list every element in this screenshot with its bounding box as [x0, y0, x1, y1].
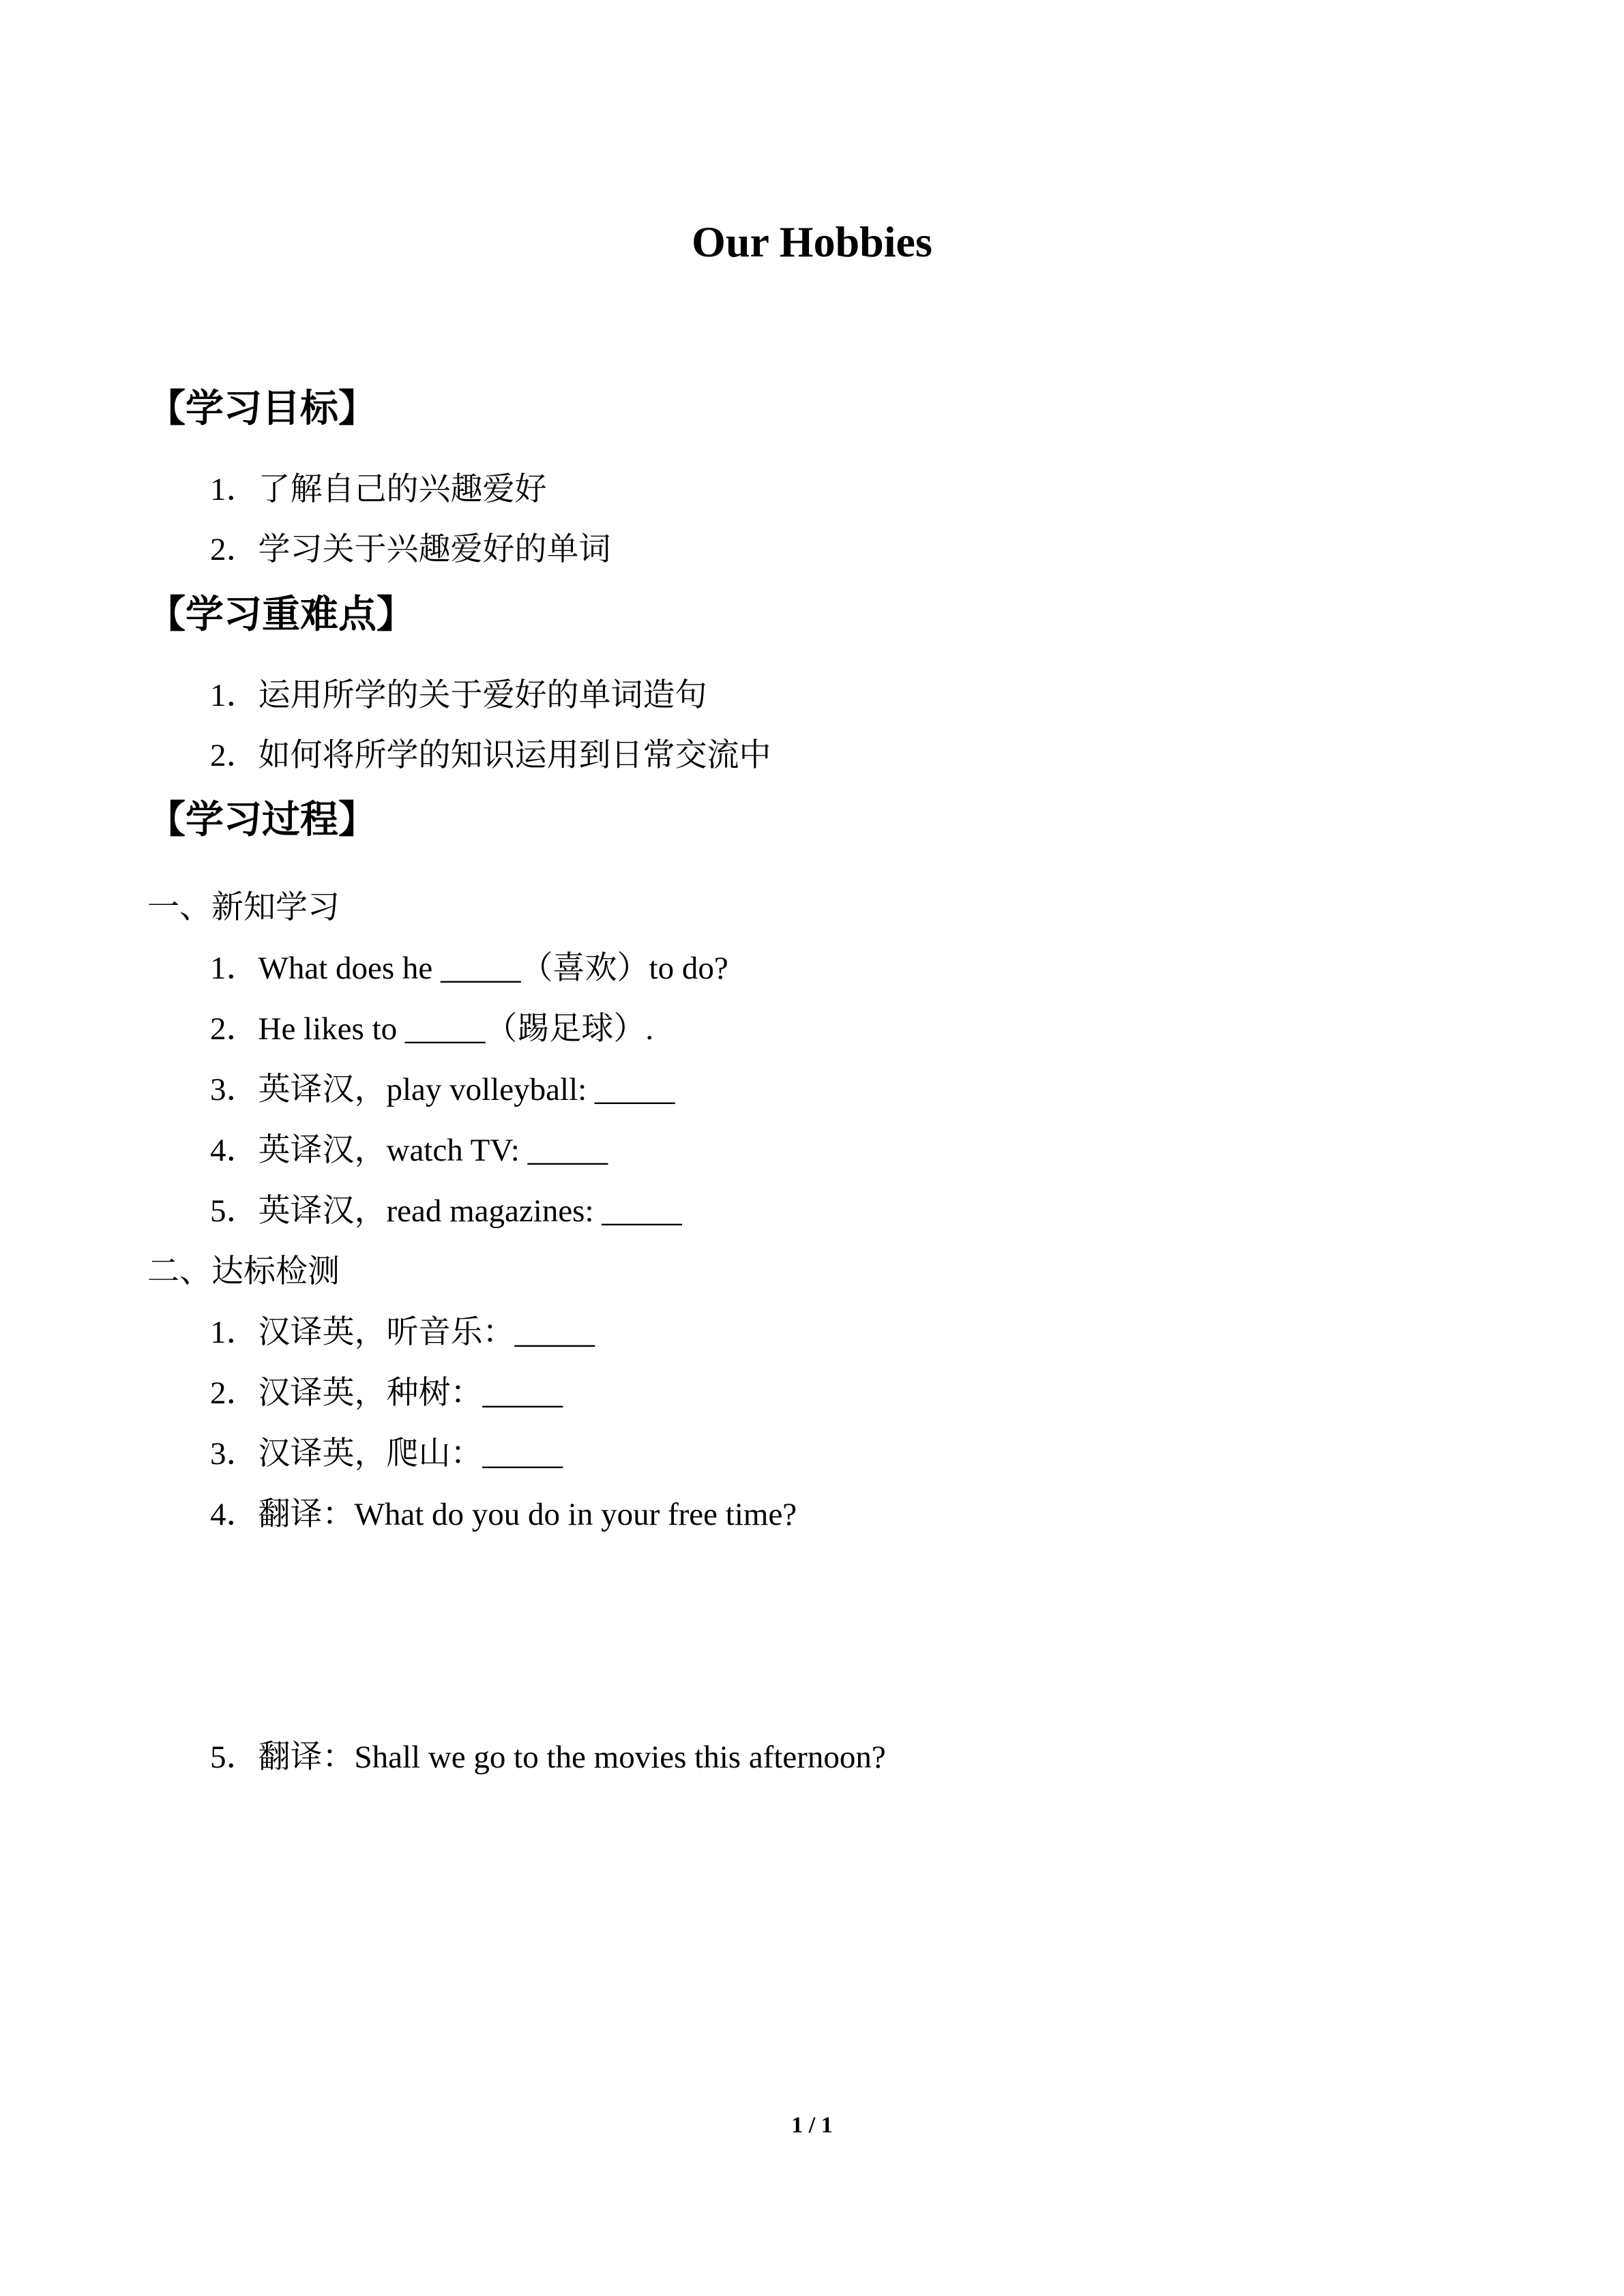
part2-item-4: 4．翻译：What do you do in your free time? [210, 1497, 797, 1532]
part1-item-2: 2．He likes to _____（踢足球）. [210, 1011, 654, 1047]
part2-item-3: 3．汉译英，爬山：_____ [210, 1436, 563, 1472]
objective-item-1: 1．了解自己的兴趣爱好 [210, 472, 547, 507]
page-number: 1 / 1 [791, 2113, 833, 2138]
key-point-item-1: 1．运用所学的关于爱好的单词造句 [210, 678, 707, 713]
part1-item-3: 3．英译汉，play volleyball: _____ [210, 1072, 675, 1107]
part1-item-5: 5．英译汉，read magazines: _____ [210, 1193, 682, 1229]
part1-item-4: 4．英译汉，watch TV: _____ [210, 1133, 608, 1168]
part2-item-5: 5．翻译：Shall we go to the movies this afternoon? [210, 1740, 886, 1775]
document-title: Our Hobbies [692, 218, 932, 266]
key-points-heading: 【学习重难点】 [147, 594, 415, 636]
part1-label: 一、新知学习 [147, 890, 340, 925]
process-heading: 【学习过程】 [147, 799, 377, 841]
key-point-item-2: 2．如何将所学的知识运用到日常交流中 [210, 738, 771, 773]
objectives-heading: 【学习目标】 [147, 388, 377, 430]
part1-item-1: 1．What does he _____（喜欢）to do? [210, 951, 728, 986]
part2-item-1: 1．汉译英，听音乐：_____ [210, 1315, 595, 1350]
part2-item-2: 2．汉译英，种树：_____ [210, 1375, 563, 1411]
part2-label: 二、达标检测 [147, 1254, 340, 1289]
objective-item-2: 2．学习关于兴趣爱好的单词 [210, 532, 611, 567]
